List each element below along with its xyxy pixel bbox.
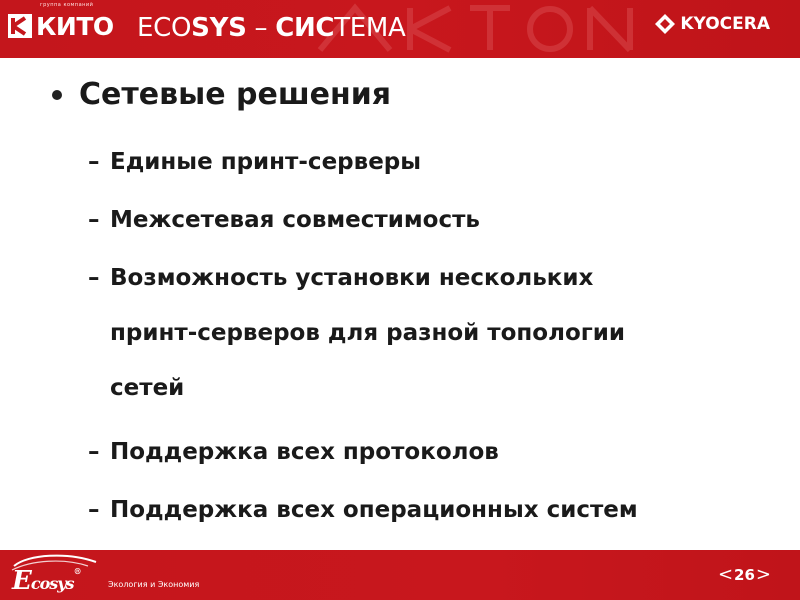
kito-logo [8,2,114,44]
sub-bullet-item [88,430,768,474]
sub-bullet-item [88,256,768,416]
kyocera-logo [655,12,770,36]
footer-tagline: Экология и Экономия [108,580,200,589]
sub-bullet-text: Поддержка всех операционных систем [110,497,638,523]
kito-logo-text: КИТО [36,11,114,41]
sub-bullet-item [88,198,768,242]
title-part-sys: SYS [191,13,247,43]
title-part-tema: ТЕМА [334,13,406,43]
page-bracket-left: < [717,564,734,585]
dash-bullet-icon: – [88,265,100,291]
sub-bullet-item [88,488,768,532]
ecosys-registered-mark: ® [73,566,81,576]
page-number-value: 26 [734,565,755,584]
sub-bullet-text: Единые принт-серверы [110,149,422,175]
header-band [0,0,800,58]
slide-header-title [137,10,406,46]
dash-bullet-icon: – [88,207,100,233]
kyocera-logo-text: KYOCERA [680,14,770,34]
ecosys-logo-initial: E [12,566,31,596]
footer-band [0,550,800,600]
title-part-sis: СИС [275,13,335,43]
ecosys-logo-rest: cosys [30,574,74,593]
slide-content [0,60,800,540]
dash-bullet-icon: – [88,149,100,175]
dash-bullet-icon: – [88,497,100,523]
kito-logo-icon [8,14,32,38]
sub-bullet-list [88,140,768,546]
dash-bullet-icon: – [88,439,100,465]
main-bullet [52,76,391,114]
title-part-eco: ECO [137,13,192,43]
kyocera-logo-icon [655,14,675,34]
bullet-dot-icon [52,90,62,100]
sub-bullet-item [88,140,768,184]
page-bracket-right: > [755,564,771,585]
main-bullet-text: Сетевые решения [79,77,392,112]
ecosys-logo-text [12,566,81,596]
page-number [717,564,772,585]
sub-bullet-text: Возможность установки нескольких принт-серверов для разной топологии сетей [110,265,625,401]
kito-logo-subtitle: группа компаний [40,2,94,8]
title-part-dash: – [246,13,276,43]
sub-bullet-text: Межсетевая совместимость [110,207,480,233]
sub-bullet-text: Поддержка всех протоколов [110,439,499,465]
